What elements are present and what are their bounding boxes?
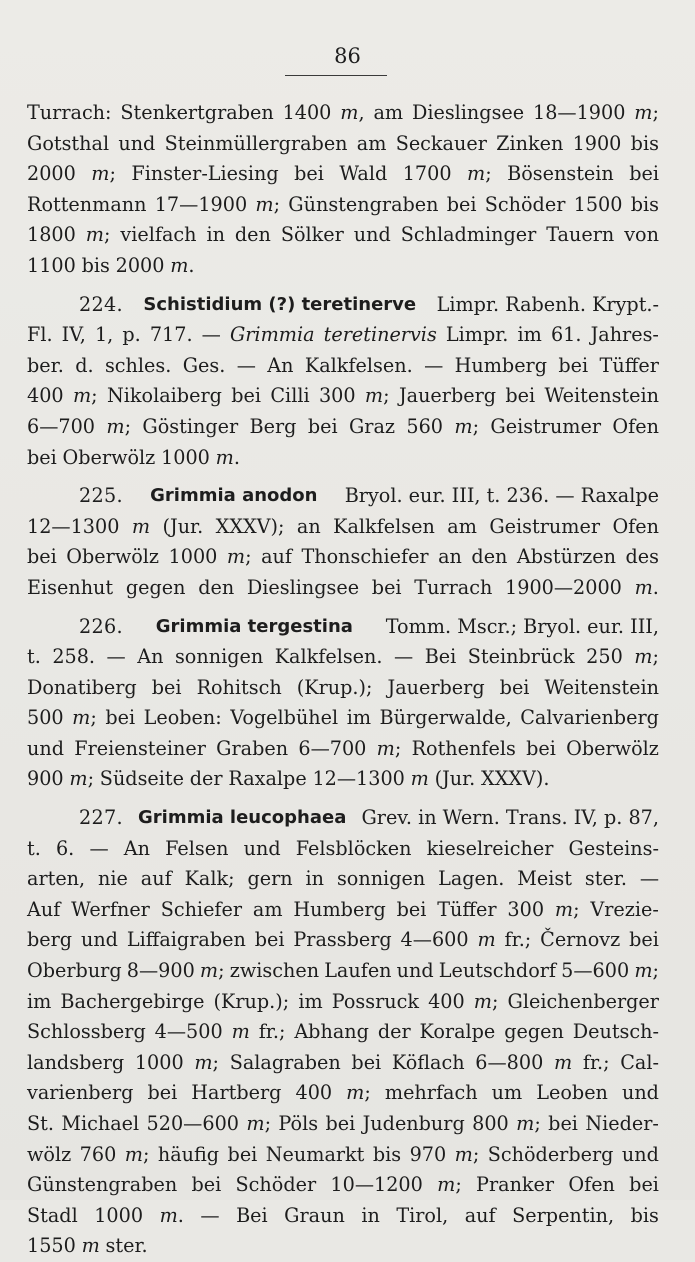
text-line: Stadl 1000 m. — Bei Graun in Tirol, auf Serpentin, bis [27,1203,659,1227]
species-entry-224 [27,290,659,474]
text-line: Eisenhut gegen den Dieslingsee bei Turrach 1900—2000 m. [27,575,659,599]
entry-first-line-text: Tomm. Mscr.; Bryol. eur. III, [385,614,659,638]
entry-first-line-text: Limpr. Rabenh. Krypt.- [436,292,659,316]
text-line: Schlossberg 4—500 m fr.; Abhang der Koralpe gegen Deutsch- [27,1020,659,1044]
text-line: 2000 m; Finster-Liesing bei Wald 1700 m; Bösenstein bei [27,162,659,186]
text-line: landsberg 1000 m; Salagraben bei Köflach 6—800 m fr.; Cal- [27,1050,659,1074]
text-line: Donatiberg bei Rohitsch (Krup.); Jauerberg bei Weitenstein [27,675,659,699]
entry-heading-line [27,481,659,512]
page-body [27,98,659,1262]
text-line: St. Michael 520—600 m; Pöls bei Judenburg 800 m; bei Nieder- [27,1112,659,1135]
species-entry-225 [27,481,659,603]
page-number: 86 [334,44,361,68]
intro-paragraph [27,98,659,282]
text-line: wölz 760 m; häufig bei Neumarkt bis 970 m; Schöderberg und [27,1142,659,1166]
text-line: und Freiensteiner Graben 6—700 m; Rothenfels bei Oberwölz [27,736,659,760]
text-line: varienberg bei Hartberg 400 m; mehrfach um Leoben und [27,1081,659,1105]
text-line: 500 m; bei Leoben: Vogelbühel im Bürgerwalde, Calvarienberg [27,706,659,730]
text-line: im Bachergebirge (Krup.); im Possruck 400 m; Gleichenberger [27,989,659,1013]
entry-number: 226. [79,614,123,638]
species-name: Schistidium (?) teretinerve [143,293,417,315]
species-name: Grimmia tergestina [155,615,353,637]
entry-heading-line [27,803,659,834]
header-rule [285,75,387,76]
text-line: berg und Liffaigraben bei Prassberg 4—600 m fr.; Černovz bei [27,928,659,952]
text-line: 12—1300 m (Jur. XXXV); an Kalkfelsen am Geistrumer Ofen [27,514,659,538]
text-line: bei Oberwölz 1000 m. [27,445,240,469]
entry-first-line-text: Grev. in Wern. Trans. IV, p. 87, [361,806,659,830]
species-entry-226 [27,612,659,796]
entry-number: 224. [79,292,123,316]
text-line: 1100 bis 2000 m. [27,253,195,277]
text-line: 6—700 m; Göstinger Berg bei Graz 560 m; Geistrumer Ofen [27,414,659,438]
text-line: Gotsthal und Steinmüllergraben am Seckauer Zinken 1900 bis [27,131,659,155]
text-line: Turrach: Stenkertgraben 1400 m, am Dieslingsee 18—1900 m; [27,101,659,124]
entry-number: 225. [79,484,123,508]
text-line: Auf Werfner Schiefer am Humberg bei Tüffer 300 m; Vrezie- [27,897,659,921]
text-line: 1800 m; vielfach in den Sölker und Schladminger Tauern von [27,223,659,247]
entry-first-line-text: Bryol. eur. III, t. 236. — Raxalpe [344,484,659,508]
text-line: Fl. IV, 1, p. 717. — Grimmia teretinervis Limpr. im 61. Jahres- [27,323,659,347]
text-line: arten, nie auf Kalk; gern in sonnigen Lagen. Meist ster. — [27,867,659,891]
text-line: 1550 m ster. [27,1234,148,1258]
text-line: bei Oberwölz 1000 m; auf Thonschiefer an den Abstürzen des [27,545,659,569]
entry-heading-line [27,290,659,321]
entry-number: 227. [79,806,123,830]
text-line: 900 m; Südseite der Raxalpe 12—1300 m (Jur. XXXV). [27,767,550,791]
text-line: t. 6. — An Felsen und Felsblöcken kieselreicher Gesteins- [27,836,659,860]
text-line: Oberburg 8—900 m; zwischen Laufen und Leutschdorf 5—600 m; [27,959,659,983]
species-entry-227 [27,803,659,1262]
entry-heading-line [27,612,659,643]
text-line: 400 m; Nikolaiberg bei Cilli 300 m; Jauerberg bei Weitenstein [27,384,659,408]
text-line: Rottenmann 17—1900 m; Günstengraben bei Schöder 1500 bis [27,192,659,216]
text-line: t. 258. — An sonnigen Kalkfelsen. — Bei Steinbrück 250 m; [27,645,659,669]
species-name: Grimmia anodon [150,485,318,507]
text-line: ber. d. schles. Ges. — An Kalkfelsen. — Humberg bei Tüffer [27,353,659,377]
species-name: Grimmia leucophaea [138,807,347,829]
text-line: Günstengraben bei Schöder 10—1200 m; Pranker Ofen bei [27,1173,659,1197]
